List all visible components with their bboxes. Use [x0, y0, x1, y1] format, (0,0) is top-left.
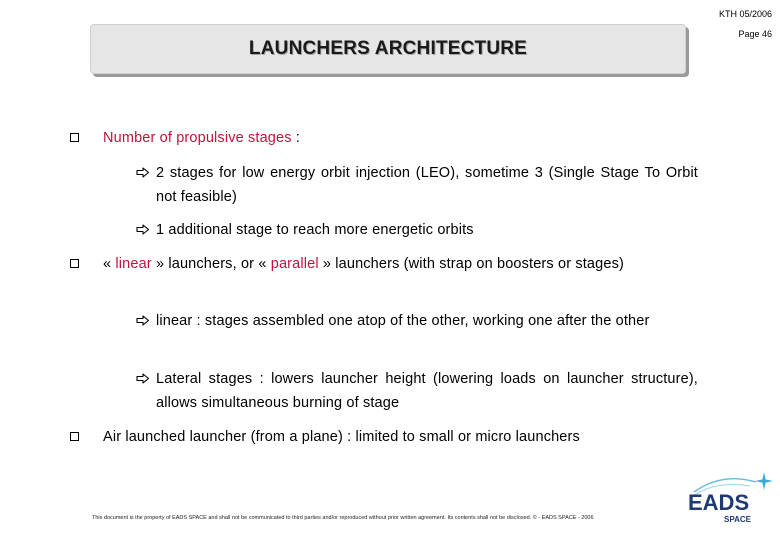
bullet-2-rest: launchers (with strap on boosters or stages): [331, 256, 624, 272]
quote-open: «: [103, 256, 116, 272]
page-number: Page 46: [738, 29, 772, 39]
logo-eads-text: EADS: [688, 490, 750, 515]
checkbox-bullet-icon: [70, 432, 79, 441]
checkbox-bullet-icon: [70, 259, 79, 268]
bullet-2-sub-1: linear : stages assembled one atop of the other, working one after the other: [156, 313, 650, 329]
eads-space-logo: [684, 470, 776, 530]
bullet-2-mid: launchers, or: [164, 256, 259, 272]
header-date: KTH 05/2006: [718, 9, 772, 19]
page-title: LAUNCHERS ARCHITECTURE: [248, 38, 528, 59]
bullet-1-sub-2: 1 additional stage to reach more energetic orbits: [156, 222, 474, 238]
bullet-1-sub-1: 2 stages for low energy orbit injection (LEO), sometime 3 (Single Stage To Orbit not feasible): [156, 165, 698, 205]
arrow-right-icon: [136, 315, 150, 326]
quote-close: »: [318, 256, 332, 272]
bullet-1-suffix: :: [291, 130, 300, 146]
title-box: [90, 24, 686, 74]
parallel-term: parallel: [270, 256, 319, 272]
footer-note: This document is the property of EADS SPACE and shall not be communicated to third parties and/or reproduced without prior written agreement. Its contents shall not be disclosed. © - EADS SPACE - 2006: [92, 515, 594, 521]
bullet-3-text: Air launched launcher (from a plane) : limited to small or micro launchers: [103, 429, 580, 445]
checkbox-bullet-icon: [70, 133, 79, 142]
bullet-1-label: Number of propulsive stages: [103, 130, 292, 146]
quote-close: »: [151, 256, 165, 272]
logo-space-text: SPACE: [724, 515, 751, 524]
linear-term: linear: [115, 256, 152, 272]
arrow-right-icon: [136, 373, 150, 384]
arrow-right-icon: [136, 167, 150, 178]
quote-open: «: [258, 256, 271, 272]
bullet-2-text: [103, 252, 698, 276]
bullet-1-text: [103, 126, 300, 150]
arrow-right-icon: [136, 224, 150, 235]
bullet-2-sub-2: Lateral stages : lowers launcher height (lowering loads on launcher structure), allows simultaneous burning of stage: [156, 371, 698, 411]
star-icon: [755, 472, 773, 490]
